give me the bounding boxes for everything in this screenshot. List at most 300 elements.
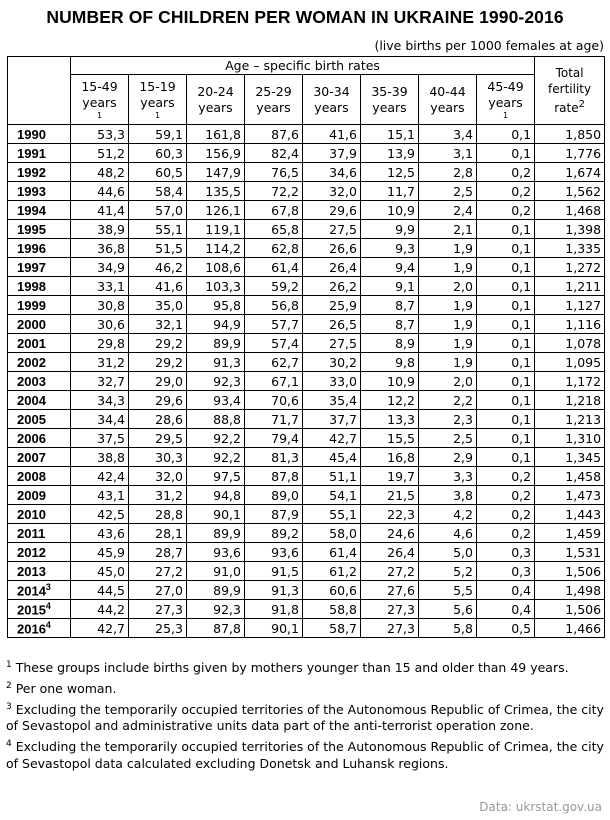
value-cell: 31,2	[129, 486, 187, 505]
value-cell: 5,8	[419, 619, 477, 638]
value-cell: 34,3	[71, 391, 129, 410]
value-cell: 67,1	[245, 372, 303, 391]
value-cell: 2,5	[419, 429, 477, 448]
table-row	[8, 125, 605, 144]
value-cell: 91,0	[187, 562, 245, 581]
value-cell: 30,6	[71, 315, 129, 334]
value-cell: 0,4	[477, 600, 535, 619]
value-cell: 62,8	[245, 239, 303, 258]
value-cell: 29,8	[71, 334, 129, 353]
value-cell: 60,6	[303, 581, 361, 600]
column-header	[71, 75, 129, 125]
value-cell: 72,2	[245, 182, 303, 201]
value-cell: 1,9	[419, 258, 477, 277]
value-cell: 2,2	[419, 391, 477, 410]
value-cell: 5,0	[419, 543, 477, 562]
year-cell	[8, 505, 71, 524]
value-cell: 76,5	[245, 163, 303, 182]
value-cell: 51,5	[129, 239, 187, 258]
year-label: 1995	[17, 221, 46, 237]
value-cell: 44,6	[71, 182, 129, 201]
year-label: 2014	[17, 583, 46, 599]
value-cell: 27,3	[129, 600, 187, 619]
year-label: 2004	[17, 392, 46, 408]
value-cell: 44,2	[71, 600, 129, 619]
value-cell: 55,1	[303, 505, 361, 524]
value-cell: 15,5	[361, 429, 419, 448]
value-cell: 156,9	[187, 144, 245, 163]
column-header	[361, 75, 419, 125]
value-cell: 1,335	[535, 239, 605, 258]
table-row	[8, 543, 605, 562]
value-cell: 1,172	[535, 372, 605, 391]
value-cell: 0,1	[477, 429, 535, 448]
year-cell	[8, 619, 71, 638]
value-cell: 1,674	[535, 163, 605, 182]
value-cell: 0,1	[477, 315, 535, 334]
value-cell: 94,9	[187, 315, 245, 334]
column-header-label: 20-24 years	[197, 83, 234, 115]
value-cell: 28,1	[129, 524, 187, 543]
table-subtitle: (live births per 1000 females at age)	[374, 38, 604, 53]
value-cell: 27,3	[361, 619, 419, 638]
value-cell: 2,0	[419, 372, 477, 391]
value-cell: 0,1	[477, 334, 535, 353]
value-cell: 51,2	[71, 144, 129, 163]
year-label: 2002	[17, 354, 46, 370]
value-cell: 92,2	[187, 429, 245, 448]
table-row	[8, 353, 605, 372]
value-cell: 0,1	[477, 353, 535, 372]
value-cell: 37,5	[71, 429, 129, 448]
value-cell: 58,0	[303, 524, 361, 543]
year-label: 1996	[17, 240, 46, 256]
value-cell: 27,2	[129, 562, 187, 581]
column-header	[419, 75, 477, 125]
column-header-label: 15-19 years	[139, 79, 176, 110]
value-cell: 1,468	[535, 201, 605, 220]
year-cell	[8, 429, 71, 448]
year-label: 2008	[17, 468, 46, 484]
value-cell: 9,8	[361, 353, 419, 372]
value-cell: 103,3	[187, 277, 245, 296]
value-cell: 29,2	[129, 353, 187, 372]
value-cell: 26,4	[303, 258, 361, 277]
value-cell: 43,6	[71, 524, 129, 543]
value-cell: 9,9	[361, 220, 419, 239]
total-fertility-label: Total fertility rate	[548, 66, 592, 115]
footnote-number: 4	[6, 739, 12, 750]
value-cell: 0,1	[477, 448, 535, 467]
value-cell: 91,5	[245, 562, 303, 581]
value-cell: 79,4	[245, 429, 303, 448]
value-cell: 1,211	[535, 277, 605, 296]
table-row	[8, 220, 605, 239]
value-cell: 57,4	[245, 334, 303, 353]
year-cell	[8, 353, 71, 372]
value-cell: 15,1	[361, 125, 419, 144]
year-footnote-marker: 3	[45, 581, 51, 592]
value-cell: 9,1	[361, 277, 419, 296]
table-row	[8, 201, 605, 220]
year-cell	[8, 486, 71, 505]
value-cell: 0,3	[477, 562, 535, 581]
year-label: 2005	[17, 411, 46, 427]
footnote-text: Excluding the temporarily occupied territories of the Autonomous Republic of Crimea, the city of Sevastopol and administrative units data part of the anti-terrorist operation zone.	[6, 702, 604, 734]
value-cell: 91,8	[245, 600, 303, 619]
value-cell: 13,3	[361, 410, 419, 429]
year-cell	[8, 220, 71, 239]
value-cell: 62,7	[245, 353, 303, 372]
value-cell: 1,850	[535, 125, 605, 144]
value-cell: 8,7	[361, 296, 419, 315]
value-cell: 1,310	[535, 429, 605, 448]
value-cell: 35,0	[129, 296, 187, 315]
table-row	[8, 562, 605, 581]
value-cell: 0,1	[477, 296, 535, 315]
value-cell: 1,095	[535, 353, 605, 372]
value-cell: 29,2	[129, 334, 187, 353]
value-cell: 0,1	[477, 410, 535, 429]
value-cell: 8,7	[361, 315, 419, 334]
value-cell: 87,9	[245, 505, 303, 524]
value-cell: 22,3	[361, 505, 419, 524]
value-cell: 1,458	[535, 467, 605, 486]
value-cell: 135,5	[187, 182, 245, 201]
column-header	[245, 75, 303, 125]
year-label: 2000	[17, 316, 46, 332]
value-cell: 87,6	[245, 125, 303, 144]
value-cell: 11,7	[361, 182, 419, 201]
value-cell: 59,1	[129, 125, 187, 144]
value-cell: 29,6	[129, 391, 187, 410]
value-cell: 1,078	[535, 334, 605, 353]
value-cell: 16,8	[361, 448, 419, 467]
value-cell: 3,4	[419, 125, 477, 144]
year-label: 1992	[17, 164, 46, 180]
value-cell: 67,8	[245, 201, 303, 220]
year-label: 1993	[17, 183, 46, 199]
value-cell: 2,8	[419, 163, 477, 182]
value-cell: 45,9	[71, 543, 129, 562]
column-header	[129, 75, 187, 125]
value-cell: 27,2	[361, 562, 419, 581]
footnote-text: Per one woman.	[15, 681, 117, 697]
value-cell: 27,5	[303, 220, 361, 239]
value-cell: 29,6	[303, 201, 361, 220]
value-cell: 65,8	[245, 220, 303, 239]
value-cell: 70,6	[245, 391, 303, 410]
column-header-label: 40-44 years	[429, 83, 466, 115]
table-row	[8, 334, 605, 353]
value-cell: 41,6	[129, 277, 187, 296]
value-cell: 42,5	[71, 505, 129, 524]
value-cell: 81,3	[245, 448, 303, 467]
value-cell: 1,776	[535, 144, 605, 163]
value-cell: 34,4	[71, 410, 129, 429]
value-cell: 21,5	[361, 486, 419, 505]
fertility-table	[7, 56, 605, 638]
value-cell: 26,2	[303, 277, 361, 296]
value-cell: 28,8	[129, 505, 187, 524]
value-cell: 1,531	[535, 543, 605, 562]
value-cell: 58,4	[129, 182, 187, 201]
value-cell: 88,8	[187, 410, 245, 429]
value-cell: 30,3	[129, 448, 187, 467]
value-cell: 2,4	[419, 201, 477, 220]
value-cell: 26,5	[303, 315, 361, 334]
value-cell: 12,5	[361, 163, 419, 182]
value-cell: 54,1	[303, 486, 361, 505]
value-cell: 1,562	[535, 182, 605, 201]
value-cell: 10,9	[361, 201, 419, 220]
value-cell: 93,6	[187, 543, 245, 562]
value-cell: 10,9	[361, 372, 419, 391]
value-cell: 30,8	[71, 296, 129, 315]
year-footnote-marker: 4	[45, 600, 51, 611]
table-row	[8, 505, 605, 524]
value-cell: 3,8	[419, 486, 477, 505]
column-header-label: 15-49 years	[81, 79, 118, 110]
value-cell: 28,6	[129, 410, 187, 429]
value-cell: 9,4	[361, 258, 419, 277]
value-cell: 90,1	[245, 619, 303, 638]
total-fertility-note: 2	[578, 99, 585, 110]
value-cell: 13,9	[361, 144, 419, 163]
value-cell: 25,3	[129, 619, 187, 638]
value-cell: 29,5	[129, 429, 187, 448]
value-cell: 32,7	[71, 372, 129, 391]
footnote-text: Excluding the temporarily occupied territories of the Autonomous Republic of Crimea, the city of Sevastopol data calculated excluding Donetsk and Luhansk regions.	[6, 739, 604, 771]
year-label: 2012	[17, 544, 46, 560]
value-cell: 119,1	[187, 220, 245, 239]
value-cell: 0,4	[477, 581, 535, 600]
table-row	[8, 486, 605, 505]
value-cell: 0,1	[477, 239, 535, 258]
value-cell: 44,5	[71, 581, 129, 600]
year-cell	[8, 600, 71, 619]
table-row	[8, 410, 605, 429]
value-cell: 38,8	[71, 448, 129, 467]
year-cell	[8, 163, 71, 182]
table-row	[8, 258, 605, 277]
value-cell: 5,6	[419, 600, 477, 619]
year-label: 2003	[17, 373, 46, 389]
value-cell: 147,9	[187, 163, 245, 182]
year-label: 2013	[17, 563, 46, 579]
value-cell: 24,6	[361, 524, 419, 543]
value-cell: 1,272	[535, 258, 605, 277]
value-cell: 1,218	[535, 391, 605, 410]
value-cell: 93,6	[245, 543, 303, 562]
value-cell: 92,3	[187, 600, 245, 619]
table-row	[8, 144, 605, 163]
year-cell	[8, 315, 71, 334]
value-cell: 1,9	[419, 239, 477, 258]
value-cell: 0,2	[477, 486, 535, 505]
value-cell: 61,4	[245, 258, 303, 277]
value-cell: 1,506	[535, 600, 605, 619]
value-cell: 1,9	[419, 315, 477, 334]
year-cell	[8, 391, 71, 410]
total-fertility-header	[535, 57, 605, 125]
table-row	[8, 277, 605, 296]
table-row	[8, 391, 605, 410]
value-cell: 91,3	[245, 581, 303, 600]
value-cell: 59,2	[245, 277, 303, 296]
value-cell: 1,9	[419, 353, 477, 372]
footnote	[6, 736, 606, 771]
value-cell: 4,6	[419, 524, 477, 543]
value-cell: 2,5	[419, 182, 477, 201]
value-cell: 91,3	[187, 353, 245, 372]
table-row	[8, 163, 605, 182]
value-cell: 38,9	[71, 220, 129, 239]
value-cell: 33,1	[71, 277, 129, 296]
value-cell: 1,498	[535, 581, 605, 600]
value-cell: 51,1	[303, 467, 361, 486]
value-cell: 1,443	[535, 505, 605, 524]
value-cell: 29,0	[129, 372, 187, 391]
value-cell: 89,0	[245, 486, 303, 505]
year-cell	[8, 372, 71, 391]
year-cell	[8, 543, 71, 562]
value-cell: 4,2	[419, 505, 477, 524]
footnotes	[6, 657, 606, 774]
value-cell: 46,2	[129, 258, 187, 277]
column-header-label: 30-34 years	[313, 83, 350, 115]
footnote-number: 1	[6, 660, 12, 670]
column-header-label: 35-39 years	[371, 83, 408, 115]
value-cell: 58,7	[303, 619, 361, 638]
value-cell: 1,473	[535, 486, 605, 505]
value-cell: 1,9	[419, 334, 477, 353]
value-cell: 48,2	[71, 163, 129, 182]
year-label: 1994	[17, 202, 46, 218]
column-header-label: 25-29 years	[255, 83, 292, 115]
value-cell: 61,2	[303, 562, 361, 581]
year-cell	[8, 239, 71, 258]
year-cell	[8, 581, 71, 600]
page-title: NUMBER OF CHILDREN PER WOMAN IN UKRAINE 1990-2016	[46, 7, 564, 27]
value-cell: 1,459	[535, 524, 605, 543]
value-cell: 89,9	[187, 581, 245, 600]
value-cell: 1,213	[535, 410, 605, 429]
table-row	[8, 448, 605, 467]
table-row	[8, 467, 605, 486]
value-cell: 1,398	[535, 220, 605, 239]
value-cell: 97,5	[187, 467, 245, 486]
value-cell: 1,127	[535, 296, 605, 315]
group-header: Age – specific birth rates	[71, 57, 535, 75]
value-cell: 25,9	[303, 296, 361, 315]
year-label: 1991	[17, 145, 46, 161]
value-cell: 28,7	[129, 543, 187, 562]
value-cell: 94,8	[187, 486, 245, 505]
footnote	[6, 657, 606, 676]
value-cell: 161,8	[187, 125, 245, 144]
value-cell: 27,5	[303, 334, 361, 353]
table-row	[8, 600, 605, 619]
value-cell: 2,9	[419, 448, 477, 467]
value-cell: 89,2	[245, 524, 303, 543]
value-cell: 1,506	[535, 562, 605, 581]
year-cell	[8, 334, 71, 353]
value-cell: 0,1	[477, 144, 535, 163]
year-label: 2011	[17, 525, 46, 541]
value-cell: 32,0	[129, 467, 187, 486]
value-cell: 27,6	[361, 581, 419, 600]
value-cell: 92,2	[187, 448, 245, 467]
value-cell: 42,7	[71, 619, 129, 638]
value-cell: 0,1	[477, 277, 535, 296]
value-cell: 0,5	[477, 619, 535, 638]
value-cell: 57,0	[129, 201, 187, 220]
value-cell: 58,8	[303, 600, 361, 619]
year-label: 1990	[17, 126, 46, 142]
value-cell: 0,1	[477, 258, 535, 277]
value-cell: 0,2	[477, 505, 535, 524]
value-cell: 0,1	[477, 125, 535, 144]
footnote-number: 2	[6, 681, 12, 692]
value-cell: 19,7	[361, 467, 419, 486]
year-label: 2006	[17, 430, 46, 446]
table-row	[8, 296, 605, 315]
value-cell: 1,466	[535, 619, 605, 638]
value-cell: 26,4	[361, 543, 419, 562]
value-cell: 34,9	[71, 258, 129, 277]
year-label: 2009	[17, 487, 46, 503]
value-cell: 93,4	[187, 391, 245, 410]
value-cell: 37,9	[303, 144, 361, 163]
table-row	[8, 581, 605, 600]
column-header-label: 45-49 years	[487, 79, 524, 110]
value-cell: 42,4	[71, 467, 129, 486]
value-cell: 71,7	[245, 410, 303, 429]
value-cell: 5,5	[419, 581, 477, 600]
year-label: 2015	[17, 602, 46, 618]
value-cell: 12,2	[361, 391, 419, 410]
value-cell: 27,0	[129, 581, 187, 600]
value-cell: 3,3	[419, 467, 477, 486]
year-label: 2007	[17, 449, 46, 465]
year-cell	[8, 562, 71, 581]
value-cell: 87,8	[245, 467, 303, 486]
year-cell	[8, 144, 71, 163]
data-source: Data: ukrstat.gov.ua	[479, 800, 602, 814]
year-footnote-marker: 4	[45, 619, 51, 630]
value-cell: 32,0	[303, 182, 361, 201]
table-row	[8, 315, 605, 334]
value-cell: 5,2	[419, 562, 477, 581]
value-cell: 57,7	[245, 315, 303, 334]
value-cell: 56,8	[245, 296, 303, 315]
value-cell: 0,2	[477, 524, 535, 543]
value-cell: 45,4	[303, 448, 361, 467]
value-cell: 1,116	[535, 315, 605, 334]
value-cell: 0,2	[477, 467, 535, 486]
value-cell: 90,1	[187, 505, 245, 524]
value-cell: 3,1	[419, 144, 477, 163]
year-label: 2001	[17, 335, 46, 351]
column-header-note: 1	[502, 111, 509, 120]
table-row	[8, 524, 605, 543]
value-cell: 0,2	[477, 163, 535, 182]
footnote	[6, 699, 606, 734]
value-cell: 26,6	[303, 239, 361, 258]
value-cell: 41,4	[71, 201, 129, 220]
table-row	[8, 372, 605, 391]
